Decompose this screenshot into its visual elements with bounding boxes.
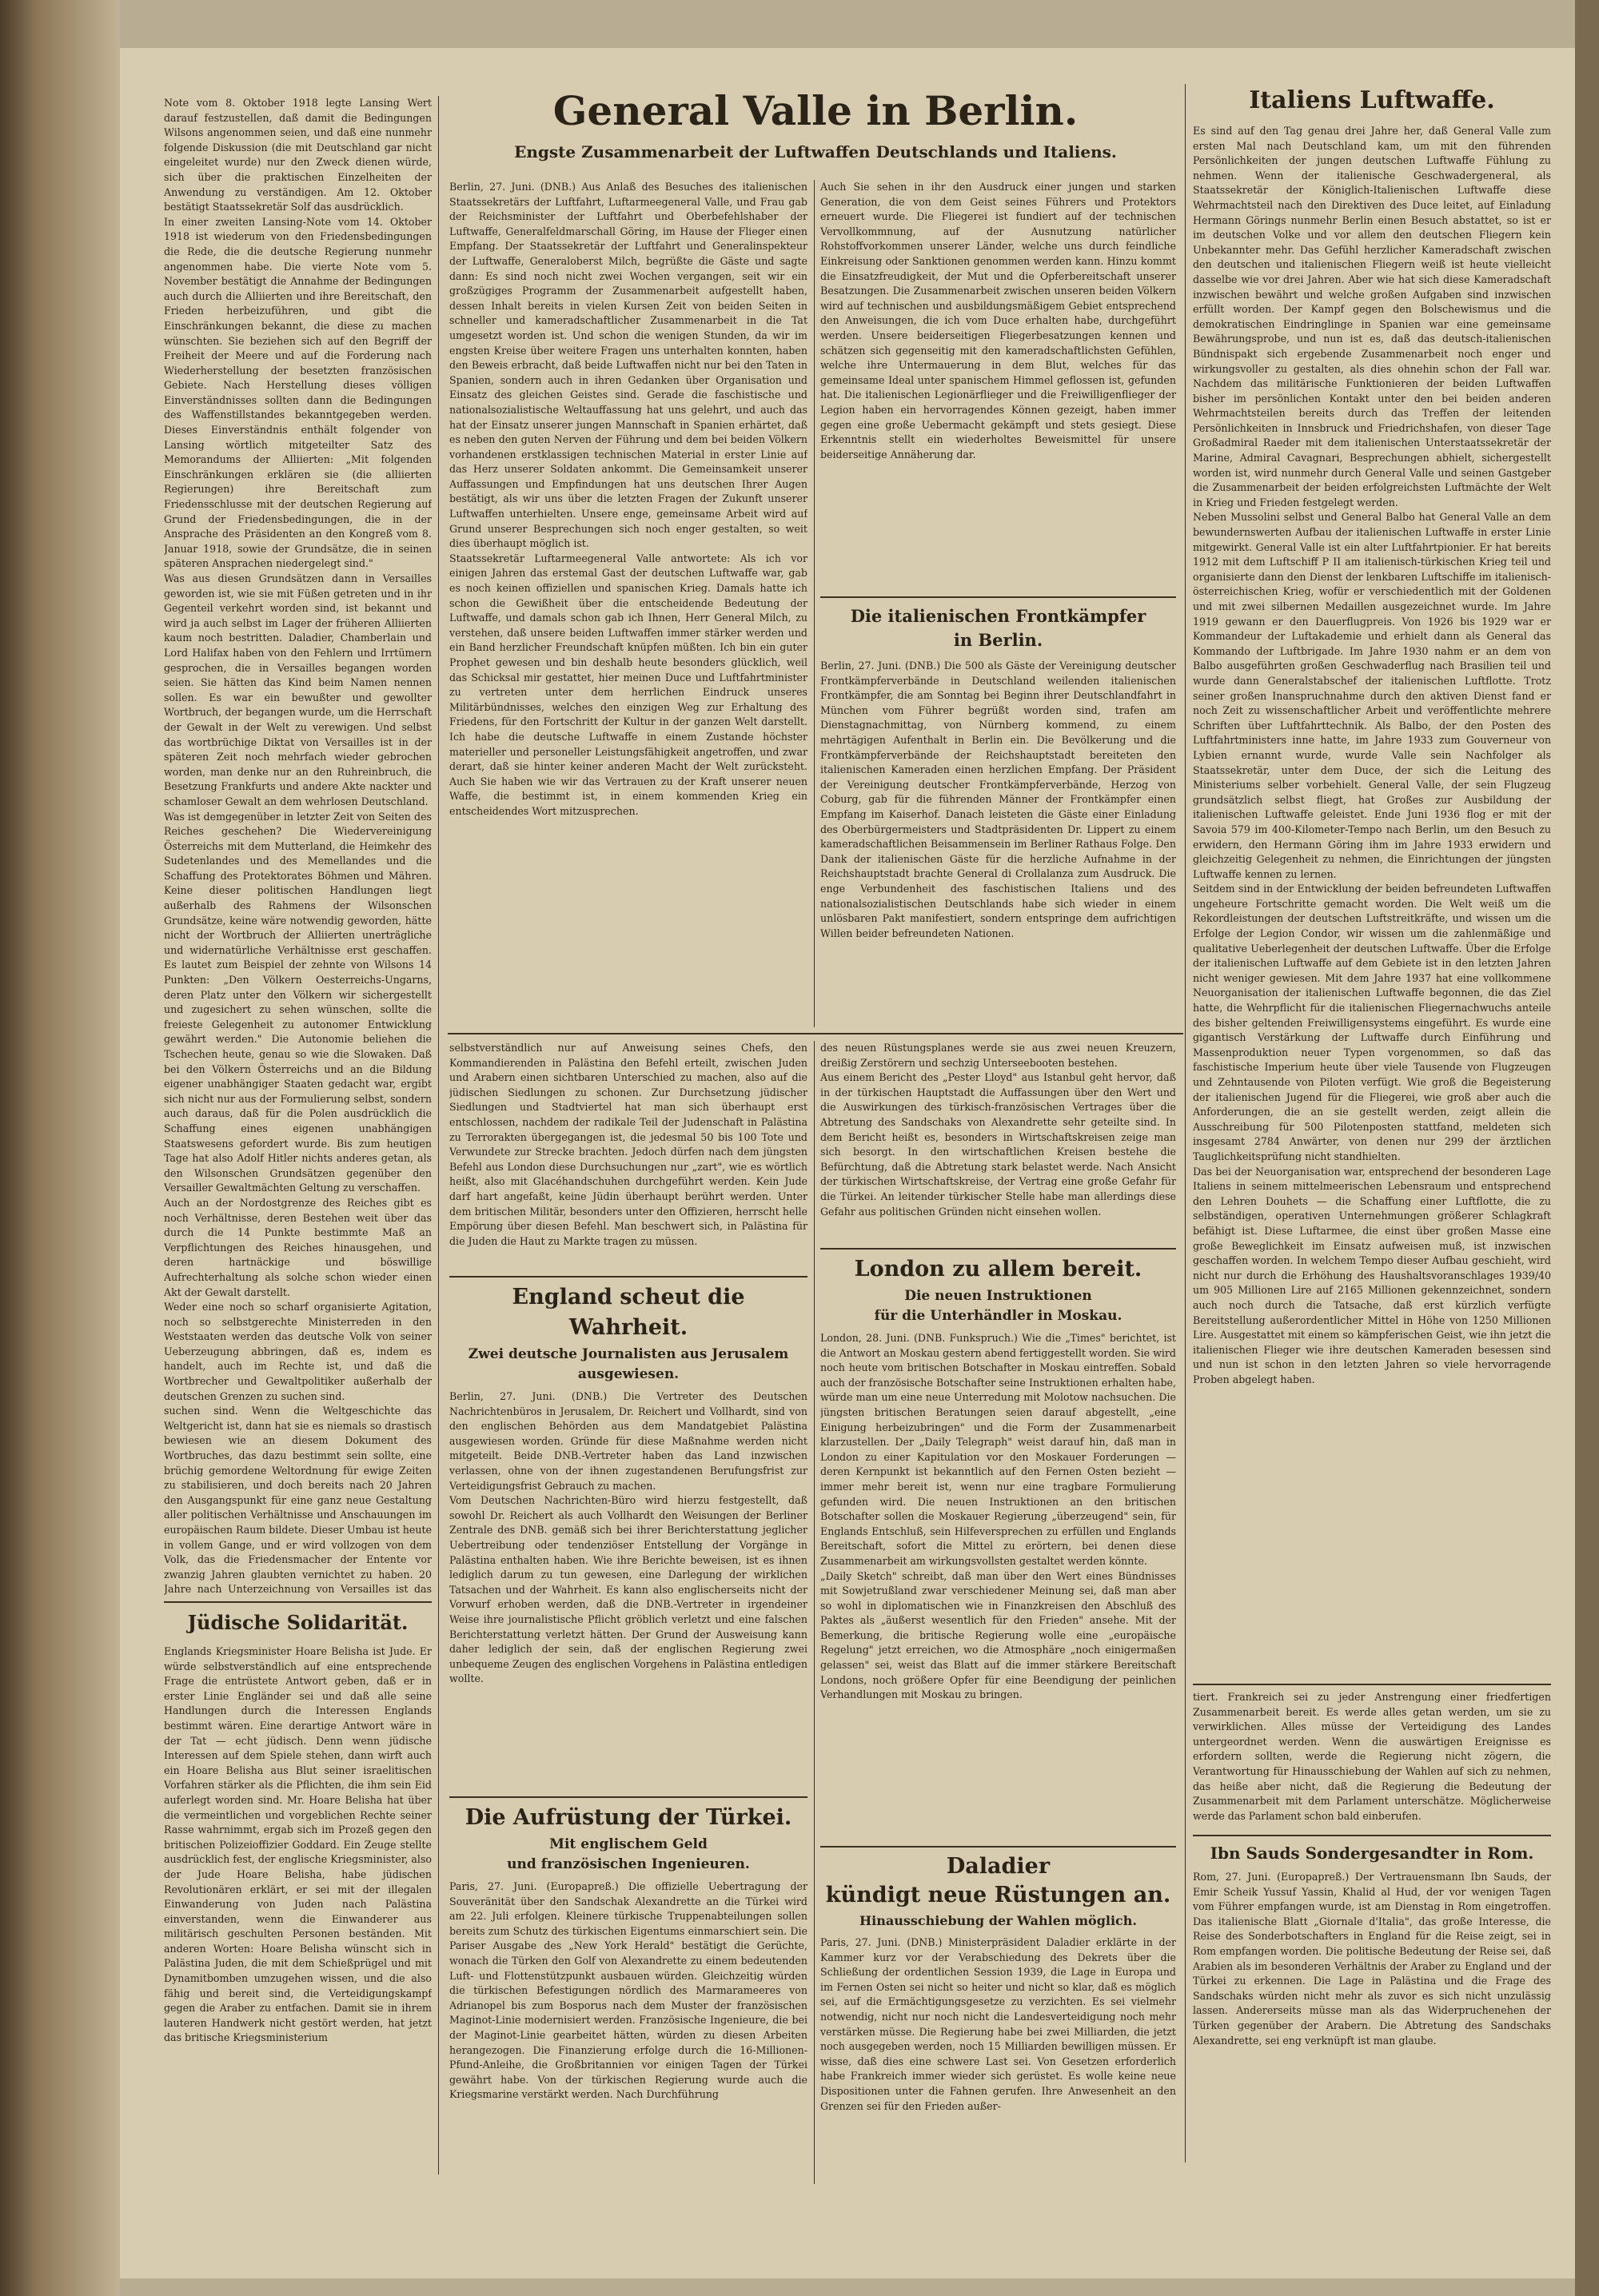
article-title-london: London zu allem bereit. [854,1257,1142,1282]
divider [1193,1835,1551,1836]
right-mid-column-body: des neuen Rüstungsplanes werde sie aus zwei neuen Kreuzern, dreißig Zerstörern und sechzig Unterseebooten bestehen. Aus einem Bericht des „Pester Lloyd" aus Istanbul geht hervor, daß in der türkischen Hauptstadt die Auffassungen über den Wert und die Auswirkungen des türkisch-französischen Vertrages über die Abtretung des Sandschaks von Alexandrette sehr geteilte sind. In dem Bericht heißt es, besonders in Wirtschaftskreisen zeige man sich besorgt. In den wirtschaftlichen Kreisen bestehe die Befürchtung, daß die Abtretung stark belastet werde. Nach Ansicht der türkischen Wirtschaftskreise, der Vertrag eine große Gefahr für die Türkei. An leitender türkischer Stelle habe man allerdings diese Gefahr aus politischen Gründen nicht einsehen wollen. [820,1042,1176,1218]
column-rule [438,96,439,2174]
article-title-juedische: Jüdische Solidarität. [187,1611,409,1634]
article-title-daladier: Daladier kündigt neue Rüstungen an. [825,1854,1171,1907]
divider [820,596,1176,598]
column-rule [814,1041,815,2184]
article-subtitle-london: Die neuen Instruktionen für die Unterhändler in Moskau. [874,1288,1122,1324]
right-mid-column [820,1041,1176,2184]
article-title-luftwaffe: Italiens Luftwaffe. [1249,86,1495,114]
article-title-england: England scheut die Wahrheit. [512,1285,745,1340]
article-body-ibn-saud: Rom, 27. Juni. (Europapreß.) Der Vertrauensmann Ibn Sauds, der Emir Scheik Yussuf Yassin, Khalid al Hud, der vor wenigen Tagen vom Führer empfangen wurde, ist am Dienstag in Rom eingetroffen. Das italienische Blatt „Giornale d'Italia", das große Interesse, die Reise des Sonderbotschafters in England für die Reise zeigt, sei in Rom empfangen worden. Die politische Bedeutung der Reise sei, daß Arabien als im besonderen Verhältnis der Araber zu England und der Türkei zu erkennen. Die Lage in Palästina und die Frage des Sandschaks würden nicht mehr als zuvor es sich nicht unzulässig lassen. Andererseits müsse man als das Widerpruchenehen der Türken gegenüber der Arabern. Die Abtretung des Sandschaks Alexandrette, sei eng verknüpft ist man glaube. [1193,1871,1551,2047]
article-body-tuerkei: Paris, 27. Juni. (Europapreß.) Die offizielle Uebertragung der Souveränität über den Sandschak Alexandrette an die Türkei wird am 22. Juli erfolgen. Kleinere türkische Truppenabteilungen sollen bereits zum Schutz des türkischen Eigentums einmarschiert sein. Die Pariser Ausgabe des „New York Herald" bestätigt die Gerüchte, wonach die Türken den Golf von Alexandrette zu einem bedeutenden Luft- und Flottenstützpunkt ausbauen würden. Gleichzeitig würden die türkischen Befestigungen nördlich des Marmarameeres von Adrianopel bis zum Bosporus nach dem Muster der französischen Maginot-Linie modernisiert werden. Französische Ingenieure, die bei der Maginot-Linie gearbeitet hätten, würden zu diesen Arbeiten herangezogen. Die Finanzierung erfolge durch die 16-Millionen-Pfund-Anleihe, die Großbritannien vor einigen Tagen der Türkei gewährt habe. Von der türkischen Regierung wurde auch die Kriegsmarine verstärkt werden. Nach Durchführung [449,1880,807,2101]
right-column [1193,84,1551,2182]
article-body-juedische: Englands Kriegsminister Hoare Belisha ist Jude. Er würde selbstverständlich auf eine entsprechende Frage die entrüstete Antwort geben, daß er in erster Linie Engländer sei und daß alle seine Handlungen durch die Interessen Englands bestimmt wären. Eine derartige Antwort wäre in der Tat — echt jüdisch. Denn wenn jüdische Interessen auf dem Spiele stehen, dann wirft auch ein Hoare Belisha aus Blut seiner israelitischen Vorfahren stärker als die Pflichten, die ihm sein Eid auferlegt worden sind. Mr. Hoare Belisha hat über die vermeintlichen und vorgeblichen Rechte seiner Rasse wahrnimmt, ergab sich im Prozeß gegen den britischen Polizeioffizier Goddard. Ein Zeuge stellte ausdrücklich fest, der englische Kriegsminister, also der Jude Hoare Belisha, habe jüdischen Revolutionären erklärt, er sei mit der illegalen Einwanderung von Juden nach Palästina einverstanden, wenn die Einwanderer aus militärisch geschulten Personen beständen. Mit anderen Worten: Hoare Belisha wünscht sich in Palästina Juden, die mit dem Schießprügel und mit Dynamitbomben umzugehen wissen, und die also fähig und bereit sind, die Verteidigungskampf gegen die Araber zu entfachen. Damit sie in ihrem lauteren Handwerk nicht gestört werden, hat jetzt das britische Kriegsministerium [164,1645,432,2044]
article-body-england: Berlin, 27. Juni. (DNB.) Die Vertreter des Deutschen Nachrichtenbüros in Jerusalem, Dr. Reichert und Vollhardt, sind von den englischen Behörden aus dem Mandatgebiet Palästina ausgewiesen worden. Gründe für diese Maßnahme werden nicht mitgeteilt. Beide DNB.-Vertreter haben das Land inzwischen verlassen, ohne von der ihnen zugestandenen Berufungsfrist zur Verteidigungsfrist Gebrauch zu machen. Vom Deutschen Nachrichten-Büro wird hierzu festgestellt, daß sowohl Dr. Reichert als auch Vollhardt den Weisungen der Berliner Zentrale des DNB. gemäß sich bei ihrer Berichterstattung jeglicher Uebertreibung oder tendenziöser Entstellung der Vorgänge in Palästina enthalten haben. Wie ihre Berichte beweisen, ist es ihnen lediglich darum zu tun gewesen, eine Darlegung der wirklichen Tatsachen und der Wahrheit. Es kann also englischerseits nicht der Vorwurf erhoben werden, daß die DNB.-Vertreter in irgendeiner Weise ihre journalistische Pflicht gröblich verletzt und eine falschen Berichterstattung verletzt hätten. Der Grund der Ausweisung kann daher lediglich der sein, daß der englischen Regierung zwei unbequeme Zeugen des englischen Vorgehens in Palästina entledigen wollte. [449,1390,807,1685]
mid-column [449,1041,807,2184]
left-column-body: Note vom 8. Oktober 1918 legte Lansing Wert darauf festzustellen, daß damit die Bedingungen Wilsons angenommen seien, und daß eine nunmehr folgende Diskussion (die mit Deutschland gar nicht eingeleitet wurde) nur den Zweck dienen würde, sich über die praktischen Einzelheiten der Anwendung zu verständigen. Am 12. Oktober bestätigt Staatssekretär Solf das ausdrücklich. In einer zweiten Lansing-Note vom 14. Oktober 1918 ist wiederum von den Friedensbedingungen die Rede, die die deutsche Regierung nunmehr angenommen habe. Die vierte Note vom 5. November bestätigt die Annahme der Bedingungen auch durch die Alliierten und ihre Bereitschaft, den Frieden herbeizuführen, und gibt die Einschränkungen bekannt, die diese zu machen wünschten. Sie beziehen sich auf den Begriff der Freiheit der Meere und auf die Forderung nach Wiederherstellung der besetzten französischen Gebiete. Nach Herstellung dieses völligen Einverständnisses sollten dann die Bedingungen des Waffenstillstandes bekanntgegeben werden. Dieses Einverständnis enthält folgender von Lansing wörtlich mitgeteilter Satz des Memorandums der Alliierten: „Mit folgenden Einschränkungen erklären sie (die alliierten Regierungen) ihre Bereitschaft zum Friedensschlusse mit der deutschen Regierung auf Grund der Friedensbedingungen, die in der Ansprache des Präsidenten an den Kongreß vom 8. Januar 1918, sowie der Grundsätze, die in seinen späteren Ansprachen niedergelegt sind." Was aus diesen Grundsätzen dann in Versailles geworden ist, wie sie mit Füßen getreten und in ihr Gegenteil verkehrt worden sind, ist bekannt und wird ja auch selbst im Lager der früheren Alliierten kaum noch bestritten. Daladier, Chamberlain und Lord Halifax haben von den Fehlern und Irrtümern gesprochen, die in Versailles begangen worden seien. Sie hätten das Kind beim Namen nennen sollen. Es war ein bewußter und gewollter Wortbruch, der begangen wurde, um die Herrschaft der Gewalt in der Welt zu verewigen. Und selbst das wortbrüchige Diktat von Versailles ist in der späteren Zeit noch mehrfach wieder gebrochen worden, man denke nur an den Ruhreinbruch, die Besetzung Frankfurts und andere Akte nackter und schamloser Gewalt an dem wehrlosen Deutschland. Was ist demgegenüber in letzter Zeit von Seiten des Reiches geschehen? Die Wiedervereinigung Österreichs mit dem Mutterland, die Heimkehr des Sudetenlandes und des Memellandes und die Schaffung des Protektorates Böhmen und Mähren. Keine dieser politischen Handlungen liegt außerhalb des Rahmens der Wilsonschen Grundsätze, keine wäre notwendig geworden, hätte nicht der Wortbruch der Alliierten unerträgliche und widernatürliche Verhältnisse erst geschaffen. Es lautet zum Beispiel der zehnte von Wilsons 14 Punkten: „Den Völkern Oesterreichs-Ungarns, deren Platz unter den Völkern wir sichergestellt und zugesichert zu sehen wünschen, sollte die freieste Gelegenheit zu autonomer Entwicklung gewährt werden." Die Autonomie beliehen die Tschechen heute, genau so wie die Slowaken. Daß bei den Völkern Österreichs und an die Bildung eigener unabhängiger Staaten gedacht war, ergibt sich nicht nur aus der Formulierung selbst, sondern auch daraus, daß für die Polen ausdrücklich die Schaffung eines eigenen unabhängigen Staatswesens gefordert wurde. Bis zum heutigen Tage hat also Adolf Hitler nichts anderes getan, als den Wilsonschen Grundsätzen gegenüber den Versailler Gewaltmächten Geltung zu verschaffen. Auch an der Nordostgrenze des Reiches gibt es noch Verhältnisse, deren Bestehen weit über das durch die 14 Punkte bestimmte Maß an Verpflichtungen des Reiches hinausgehen, und deren hartnäckige und böswillige Aufrechterhaltung als solche schon wieder einen Akt der Gewalt darstellt. Weder eine noch so scharf organisierte Agitation, noch so selbstgerechte Ministerreden in den Weststaaten werden das deutsche Volk von seiner Ueberzeugung abbringen, daß es, indem es handelt, auch im Rechte ist, und daß die Wortbrecher und Gewaltpolitiker außerhalb der deutschen Grenzen zu suchen sind. suchen sind. Wenn die Weltgeschichte das Weltgericht ist, dann hat sie es niemals so drastisch bewiesen wie an diesem Dokument des Wortbruches, das dazu bestimmt sein sollte, eine brüchig gemordene Weltordnung für ewige Zeiten zu stabilisieren, und doch bereits nach 20 Jahren den Ausgangspunkt für eine ganz neue Gestaltung aller politischen Verhältnisse und Anschauungen im europäischen Raum bildete. Dieser Umbau ist heute in vollem Gange, und er wird vollzogen von dem Volk, das die Friedensmacher der Entente vor zwanzig Jahren glaubten vernichtet zu haben. 20 Jahre nach Unterzeichnung von Versailles ist das [164,97,432,1595]
left-column [164,96,432,2182]
divider [1193,1684,1551,1685]
article-subtitle-tuerkei: Mit englischem Geld und französischen Ingenieuren. [507,1836,750,1872]
main-article-right [820,180,1176,1027]
article-body-daladier-continued: tiert. Frankreich sei zu jeder Anstrengung einer friedfertigen Zusammenarbeit bereit. Es werde alles getan werden, um sie zu verwirklichen. Alles müsse der Verteidigung des Landes untergeordnet werden. Wenn die auswärtigen Ereignisse es erfordern sollten, werde die Regierung nicht zögern, die Verantwortung für Hinausschiebung der Wahlen auf sich zu nehmen, das heiße aber nicht, daß die Regierung die Bedeutung der Zusammenarbeit mit dem Parlament unterschätze. Möglicherweise werde das Parlament schon bald einberufen. [1193,1691,1551,1822]
article-subtitle-daladier: Hinausschiebung der Wahlen möglich. [859,1913,1137,1928]
column-rule [1185,84,1186,2162]
article-subtitle-england: Zwei deutsche Journalisten aus Jerusalem ausgewiesen. [468,1346,789,1382]
page-edge [1575,0,1599,2296]
section-divider [448,1033,1183,1034]
column-rule [814,180,815,1027]
divider [449,1276,807,1278]
article-title-ibn-saud: Ibn Sauds Sondergesandter in Rom. [1210,1844,1534,1863]
divider [820,1846,1176,1848]
article-body-london: London, 28. Juni. (DNB. Funkspruch.) Wie die „Times" berichtet, ist die Antwort an Moskau gestern abend fertiggestellt worden. Sie wird noch heute vom britischen Botschafter in Moskau eintreffen. Sobald auch der französische Botschafter seine Instruktionen erhalten habe, würde man um eine neue Unterredung mit Molotow nachsuchen. Die jüngsten britischen Beratungen seien darauf abgestellt, „eine Einigung herbeizubringen" und die Form der Zusammenarbeit klarzustellen. Der „Daily Telegraph" weist darauf hin, daß man in London zu einer Kapitulation vor den Moskauer Forderungen — deren Kernpunkt ist bekanntlich auf den Fernen Osten bezieht — immer mehr bereit ist, wenn nur eine tragbare Formulierung gefunden wird. Die neuen Instruktionen an den britischen Botschafter sollen die Moskauer Regierung „überzeugend" sein, für Englands Entschluß, sein Hilfeversprechen zu erfüllen und Englands Bereitschaft, sofort die Mittel zu erörtern, bei denen diese Zusammenarbeit am wirkungsvollsten gestaltet werden könnte. „Daily Sketch" schreibt, daß man über den Wert eines Bündnisses mit Sowjetrußland zwar verschiedener Meinung sei, daß man aber so wohl in diplomatischen wie in Finanzkreisen den Abschluß des Paktes als „äußerst wesentlich für den Frieden" ansehe. Mit der Bemerkung, die britische Regierung wolle eine „europäische Regelung" jetzt erreichen, wo die Atmosphäre „noch einigermaßen gelassen" sei, weist das Blatt auf die immer stärkere Bereitschaft Londons, noch größere Opfer für eine Beendigung der peinlichen Verhandlungen mit Moskau zu bringen. [820,1332,1176,1701]
article-title-frontkaempfer: Die italienischen Frontkämpfer in Berlin. [850,606,1146,650]
main-article-body-right: Auch Sie sehen in ihr den Ausdruck einer jungen und starken Generation, die von dem Geist seines Führers und Protektors erneuert wurde. Die Fliegerei ist fundiert auf der technischen Vervollkommnung, auf der Ausnutzung natürlicher Rohstoffvorkommen unserer Länder, welche uns durch feindliche Einkreisung oder Sanktionen genommen werden kann. Hinzu kommt die Einsatzfreudigkeit, der Mut und die Opferbereitschaft unserer Besatzungen. Die Zusammenarbeit zwischen unseren beiden Völkern wird auf technischen und ausbildungsmäßigem Gebiet entsprechend den Anweisungen, die ich vom Duce erhalten habe, durchgeführt werden. Unsere beiderseitigen Fliegerbesatzungen kennen und schätzen sich gegenseitig mit den kameradschaftlichsten Gefühlen, welche ihre Untermauerung in dem Blut, welches für das gemeinsame Ideal unter spanischem Himmel geflossen ist, gefunden hat. Die italienischen Legionärflieger und die Freiwilligenflieger der Legion haben ein hervorragendes Können gezeigt, haben immer gegen eine große Uebermacht gekämpft und stets gesiegt. Diese Erkenntnis stellt ein wiederholtes Beweismittel für unsere beiderseitige Annäherung dar. [820,181,1176,460]
main-subheadline: Engste Zusammenarbeit der Luftwaffen Deutschlands und Italiens. [514,142,1117,161]
article-body-frontkaempfer: Berlin, 27. Juni. (DNB.) Die 500 als Gäste der Vereinigung deutscher Frontkämpferverbände in Deutschland weilenden italienischen Frontkämpfer, die am Sonntag bei Beginn ihrer Deutschlandfahrt in München vom Führer begrüßt worden sind, trafen am Dienstagnachmittag, von Nürnberg kommend, zu einem mehrtägigen Aufenthalt in Berlin ein. Die Bevölkerung und die Frontkämpferverbände der Reichshauptstadt bereiteten den italienischen Kameraden einen herzlichen Empfang. Der Präsident der Vereinigung deutscher Frontkämpferverbände, Herzog von Coburg, gab für die führenden Männer der Frontkämpfer einen Empfang im Kaiserhof. Danach leisteten die Gäste einer Einladung des Oberbürgermeisters und Stadtpräsidenten Dr. Lippert zu einem kameradschaftlichen Beisammensein im Berliner Rathaus Folge. Den Dank der italienischen Gäste für die herzliche Aufnahme in der Reichshauptstadt brachte General di Crollalanza zum Ausdruck. Die enge Verbundenheit des faschistischen Italiens und des nationalsozialistischen Deutschlands habe sich wieder in einem unlösbaren Pakt manifestiert, sondern entspringe dem aufrichtigen Willen beider befreundeten Nationen. [820,660,1176,939]
divider [449,1796,807,1798]
mid-column-body: selbstverständlich nur auf Anweisung seines Chefs, den Kommandierenden in Palästina den Befehl erteilt, zwischen Juden und Arabern einen sichtbaren Unterschied zu machen, also auf die jüdischen Siedlungen zu schonen. Zur Durchsetzung jüdischer Siedlungen und Stadtviertel hat man sich überhaupt erst entschlossen, nachdem der radikale Teil der Judenschaft in Palästina zu Terrorakten übergegangen ist, die jedesmal 50 bis 100 Tote und Verwundete zur Strecke brachten. Jedoch dürfen nach dem jüngsten Befehl aus London diese Durchsuchungen nur „zart", wie es wörtlich heißt, also mit Glacéhandschuhen durchgeführt werden. Kein Jude darf hart angefaßt, keine Jüdin überhaupt berührt werden. Unter dem britischen Militär, besonders unter den Offizieren, herrscht helle Empörung über diesen Befehl. Man beschwert sich, in Palästina für die Juden die Haut zu Markte tragen zu müssen. [449,1042,807,1247]
article-title-tuerkei: Die Aufrüstung der Türkei. [465,1805,792,1830]
main-article-left [449,180,807,1027]
divider [820,1248,1176,1250]
book-binding [0,0,120,2296]
main-headline: General Valle in Berlin. [552,87,1079,134]
article-body-luftwaffe: Es sind auf den Tag genau drei Jahre her, daß General Valle zum ersten Mal nach Deutschland kam, um mit den führenden Persönlichkeiten der jungen deutschen Luftwaffe Fühlung zu nehmen. Wenn der italienische Geschwadergeneral, als Staatssekretär der Königlich-Italienischen Luftwaffe diese Wehrmachtsteil nach den Direktiven des Duce leitet, auf Einladung Hermann Görings nunmehr Berlin einen Besuch abstattet, so ist er im deutschen Volke und vor allem den deutschen Fliegern kein Unbekannter mehr. Das Gefühl herzlicher Kameradschaft zwischen den deutschen und italienischen Fliegern weiß ist heute vielleicht dasselbe wie vor drei Jahren. Aber wie hat sich diese Kameradschaft inzwischen bewährt und welche großen Aufgaben sind inzwischen erfüllt worden. Der Kampf gegen den Bolschewismus und die demokratischen Eindringlinge in Spanien war eine gemeinsame Bewährungsprobe, und nun ist es, daß das deutsch-italienischen Bündnispakt sich ergebende Zusammenarbeit noch enger und wirkungsvoller zu gestalten, als dies ohnehin schon der Fall war. Nachdem das militärische Funktionieren der beiden Luftwaffen bisher im persönlichen Kontakt unter den bei beiden anderen Wehrmachtsteilen bereits durch das Treffen der leitenden Persönlichkeiten in Innsbruck und Friedrichshafen, von dieser Tage Großadmiral Raeder mit dem italienischen Unterstaatssekretär der Marine, Admiral Cavagnari, Besprechungen abhielt, sichergestellt worden ist, wird nunmehr durch General Valle und seinen Gastgeber die Zusammenarbeit der beiden erfolgreichsten Luftmächte der Welt in Krieg und Frieden festgelegt werden. Neben Mussolini selbst und General Balbo hat General Valle an dem bewundernswerten Aufbau der italienischen Luftwaffe in erster Linie mitgewirkt. General Valle ist ein alter Luftfahrtpionier. Er hat bereits 1912 mit dem Luftschiff P II am italienisch-türkischen Krieg teil und organisierte dann den Dienst der lenkbaren Luftschiffe im italienisch-österreichischen Krieg, wofür er verschiedentlich mit der Goldenen und mit zwei silbernen Medaillen ausgezeichnet wurde. Im Jahre 1919 gewann er den Dauerflugpreis. Von 1926 bis 1929 war er Kommandeur der Luftakademie und erhielt dann als General das Kommando der Luftbrigade. Im Jahre 1930 nahm er an dem von Balbo ausgeführten großen Geschwaderflug nach Brasilien teil und wurde dann Generalstabschef der italienischen Luftflotte. Trotz seiner großen Inanspruchnahme durch den aktiven Dienst fand er noch Zeit zu wissenschaftlicher Arbeit und veröffentlichte mehrere Schriften über Luftfahrttechnik. Als Balbo, der den Posten des Luftfahrtministers inne hatte, im Jahre 1933 zum Gouverneur von Lybien ernannt wurde, wurde Valle sein Nachfolger als Staatssekretär, unter dem Duce, der sich die Leitung des Ministeriums selber vorbehielt. General Valle, der sein Flugzeug grundsätzlich selbst fliegt, hat Großes zur Ausbildung der italienischen Luftwaffe geleistet. Ende Juni 1936 flog er mit der Savoia 579 im 400-Kilometer-Tempo nach Berlin, um den Besuch zu erwidern, den Hermann Göring ihm im Jahre 1933 erwidern und gleichzeitig Gelegenheit zu nehmen, die Einrichtungen der jüngsten Luftwaffe kennen zu lernen. Seitdem sind in der Entwicklung der beiden befreundeten Luftwaffen ungeheure Fortschritte gemacht worden. Die Welt weiß um die Rekordleistungen der deutschen Luftstreitkräfte, und wissen um die Erfolge der Legion Condor, wir wissen um die zahlenmäßige und qualitative Ueberlegenheit der deutschen Luftwaffe. Über die Erfolge der italienischen Luftwaffe auf dem Gebiete ist in den letzten Jahren nicht weniger gewiesen. Mit dem Jahre 1937 hat eine vollkommene Neuorganisation der italienischen Luftwaffe begonnen, die das Ziel hatte, die Wehrpflicht für die italienischen Fliegernachwuchs anteile des bisher geltenden Freiwilligensystems eingeführt. Es wurde eine gigantisch Verstärkung der Luftwaffe durch Einführung und Massenproduktion neuer Typen vorgenommen, so daß das faschistische Imperium heute über viele Tausende von Flugzeugen und Zehntausende von Piloten verfügt. Wie groß die Begeisterung der italienischen Jugend für die Fliegerei, wie groß aber auch die Anforderungen, die an sie gestellt werden, zeigt allein die Ausschreibung für 500 Pilotenposten stattfand, meldeten sich insgesamt 2784 Anwärter, von denen nur 299 der ärztlichen Tauglichkeitsprüfung nicht standhielten. Das bei der Neuorganisation war, entsprechend der besonderen Lage Italiens in seinem mittelmeerischen Lebensraum und entsprechend den Lehren Douhets — die Schaffung einer Luftflotte, die zu selbständigen, operativen Unternehmungen größerer Schlagkraft befähigt ist. Diese Luftarmee, die einst über großen Masse eine große Beweglichkeit im Einsatz aufweisen muß, ist inzwischen geschaffen worden. In welchem Tempo dieser Aufbau geschieht, wird nicht nur durch die Erhöhung des Haushaltsvoranschlages 1939/40 um 905 Millionen Lire auf 2165 Millionen gekennzeichnet, sondern auch noch durch die Tatsache, daß erst kürzlich verfügte Bereitstellung außerordentlicher Mittel in Höhe von 1250 Millionen Lire. Ausgestattet mit einem so kämpferischen Geist, wie ihn jetzt die italienischen Flieger wie ihre deutschen Kameraden besessen sind und nun ist schon in den letzten Jahren so viele hervorragende Proben abgelegt haben. [1193,125,1551,1385]
main-article-body-left: Berlin, 27. Juni. (DNB.) Aus Anlaß des Besuches des italienischen Staatssekretärs der Luftfahrt, Luftarmeegeneral Valle, und Frau gab der Reichsminister der Luftfahrt und Oberbefehlshaber der Luftwaffe, Generalfeldmarschall Göring, im Hause der Flieger einen Empfang. Der Staatssekretär der Luftfahrt und Generalinspekteur der Luftwaffe, Generaloberst Milch, begrüßte die Gäste und sagte dann: Es sind noch nicht zwei Wochen vergangen, seit wir ein großzügiges Programm der Zusammenarbeit aufgestellt haben, dessen Inhalt bereits in vielen Kursen Zeit von beiden Seiten in schneller und kameradschaftlicher Zusammenarbeit in die Tat umgesetzt worden ist. Und schon die wenigen Stunden, da wir im engsten Kreise über weitere Fragen uns unterhalten konnten, haben den Beweis erbracht, daß beide Luftwaffen nicht nur bei den Taten in Spanien, sondern auch in ihren Gedanken über Organisation und Einsatz des gleichen Geistes sind. Gerade die faschistische und nationalsozialistische Weltauffassung hat uns gelehrt, und auch das hat der Einsatz unserer jungen Mannschaft in Spanien erhärtet, daß es neben den guten Nerven der Führung und dem bei beiden Völkern vorhandenen erstklassigen technischen Material in erster Linie auf das Herz unserer Soldaten ankommt. Die Gemeinsamkeit unserer Auffassungen und Empfindungen hat uns deutschen Ihrer Augen bestätigt, als wir uns über die letzten Fragen der Zukunft unserer Luftwaffen unterhielten. Unsere enge, gemeinsame Arbeit wird auf Grund unserer Besprechungen sich noch enger gestalten, so weit dies überhaupt möglich ist. Staatssekretär Luftarmeegeneral Valle antwortete: Als ich vor einigen Jahren das erstemal Gast der deutschen Luftwaffe war, gab es noch keinen offiziellen und spanischen Krieg. Damals hatte ich schon die Gewißheit über die entscheidende Bedeutung der Luftwaffe, und damals schon gab ich Ihnen, Herr General Milch, zu verstehen, daß unsere beiden Luftwaffen immer stärker werden und ein Band herzlicher Freundschaft knüpfen müßten. Ich bin ein guter Prophet gewesen und bin deshalb heute besonders glücklich, weil das Schicksal mir gestattet, hier meinen Duce und Luftfahrtminister zu vertreten unter dem herrlichen Eindruck unseres Militärbündnisses, welches den einzigen Weg zur Erhaltung des Friedens, für den Fortschritt der Kultur in der ganzen Welt darstellt. Ich habe die deutsche Luftwaffe in einem Zustande höchster materieller und personeller Leistungsfähigkeit angetroffen, und zwar derart, daß sie hinter keiner anderen Macht der Welt zurücksteht. Auch Sie haben wie wir das Vertrauen zu der Kraft unserer neuen Waffe, die bestimmt ist, in einem kommenden Krieg ein entscheidendes Wort mitzusprechen. [449,181,807,817]
article-body-daladier: Paris, 27. Juni. (DNB.) Ministerpräsident Daladier erklärte in der Kammer kurz vor der Verabschiedung des Dekrets über die Schließung der ordentlichen Session 1939, die Lage in Europa und im Fernen Osten sei nicht so heiter und nicht so klar, daß es möglich sei, auf die Ermächtigungsgesetze zu verzichten. Es sei vielmehr notwendig, nicht nur noch nicht die Landesverteidigung noch mehr verstärken müsse. Die Regierung habe bei zwei Milliarden, die jetzt noch ausgegeben werden, noch 15 Milliarden bewilligen müssen. Er wisse, daß dies eine schwere Last sei. Von Gesetzen erforderlich habe Frankreich immer wieder sich gerüstet. Es wolle keine neue Dispositionen unter die Fahnen gerufen. Ihre Anwesenheit an den Grenzen sei für den Frieden außer- [820,1936,1176,2112]
divider [164,1601,432,1603]
